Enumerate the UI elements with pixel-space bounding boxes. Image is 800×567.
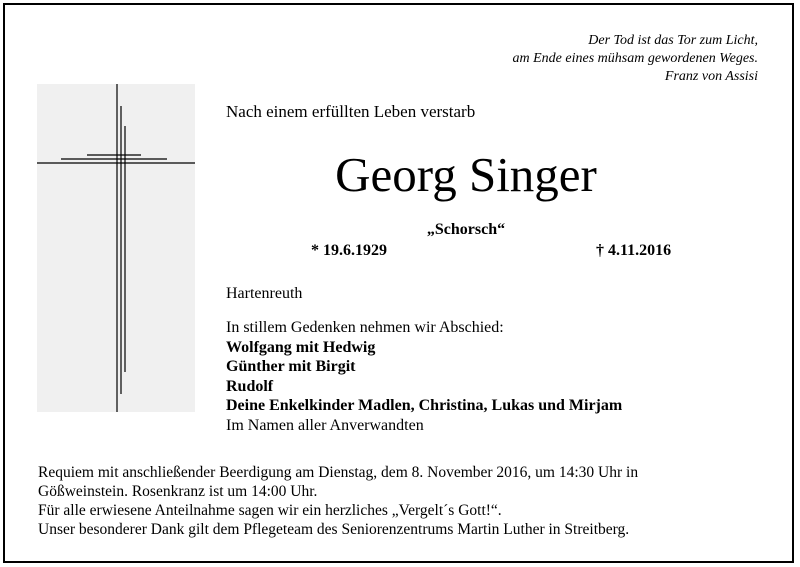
cross-panel (37, 84, 195, 412)
footer-text (38, 463, 638, 539)
footer-line: Unser besonderer Dank gilt dem Pflegeteam des Seniorenzentrums Martin Luther in Streitberg. (38, 521, 630, 538)
mourner-name: Rudolf (226, 377, 274, 395)
quote-line-1: Der Tod ist das Tor zum Licht, (588, 33, 758, 48)
mourners-closing: Im Namen aller Anverwandten (226, 416, 424, 434)
intro-text: Nach einem erfüllten Leben verstarb (226, 102, 476, 121)
mourners-heading: In stillem Gedenken nehmen wir Abschied: (226, 319, 504, 336)
deceased-nickname: „Schorsch“ (426, 221, 506, 238)
mourner-name: Deine Enkelkinder Madlen, Christina, Lukas und Mirjam (226, 397, 623, 414)
quote-author: Franz von Assisi (664, 69, 758, 84)
death-date: † 4.11.2016 (596, 242, 672, 259)
footer-line: Requiem mit anschließender Beerdigung am Dienstag, dem 8. November 2016, um 14:30 Uhr in (38, 464, 639, 481)
mourners-block (226, 318, 622, 435)
footer-line: Gößweinstein. Rosenkranz ist um 14:00 Uhr. (38, 483, 318, 500)
hometown: Hartenreuth (226, 285, 303, 302)
birth-date: * 19.6.1929 (311, 242, 387, 259)
mourner-name: Günther mit Birgit (226, 358, 356, 375)
quote-block (513, 32, 758, 86)
quote-line-2: am Ende eines mühsam gewordenen Weges. (512, 51, 758, 66)
mourner-name: Wolfgang mit Hedwig (226, 338, 376, 356)
footer-line: Für alle erwiesene Anteilnahme sagen wir ein herzliches „Vergelt´s Gott!“. (38, 502, 502, 519)
cross-icon (37, 84, 195, 412)
deceased-name: Georg Singer (335, 147, 597, 202)
